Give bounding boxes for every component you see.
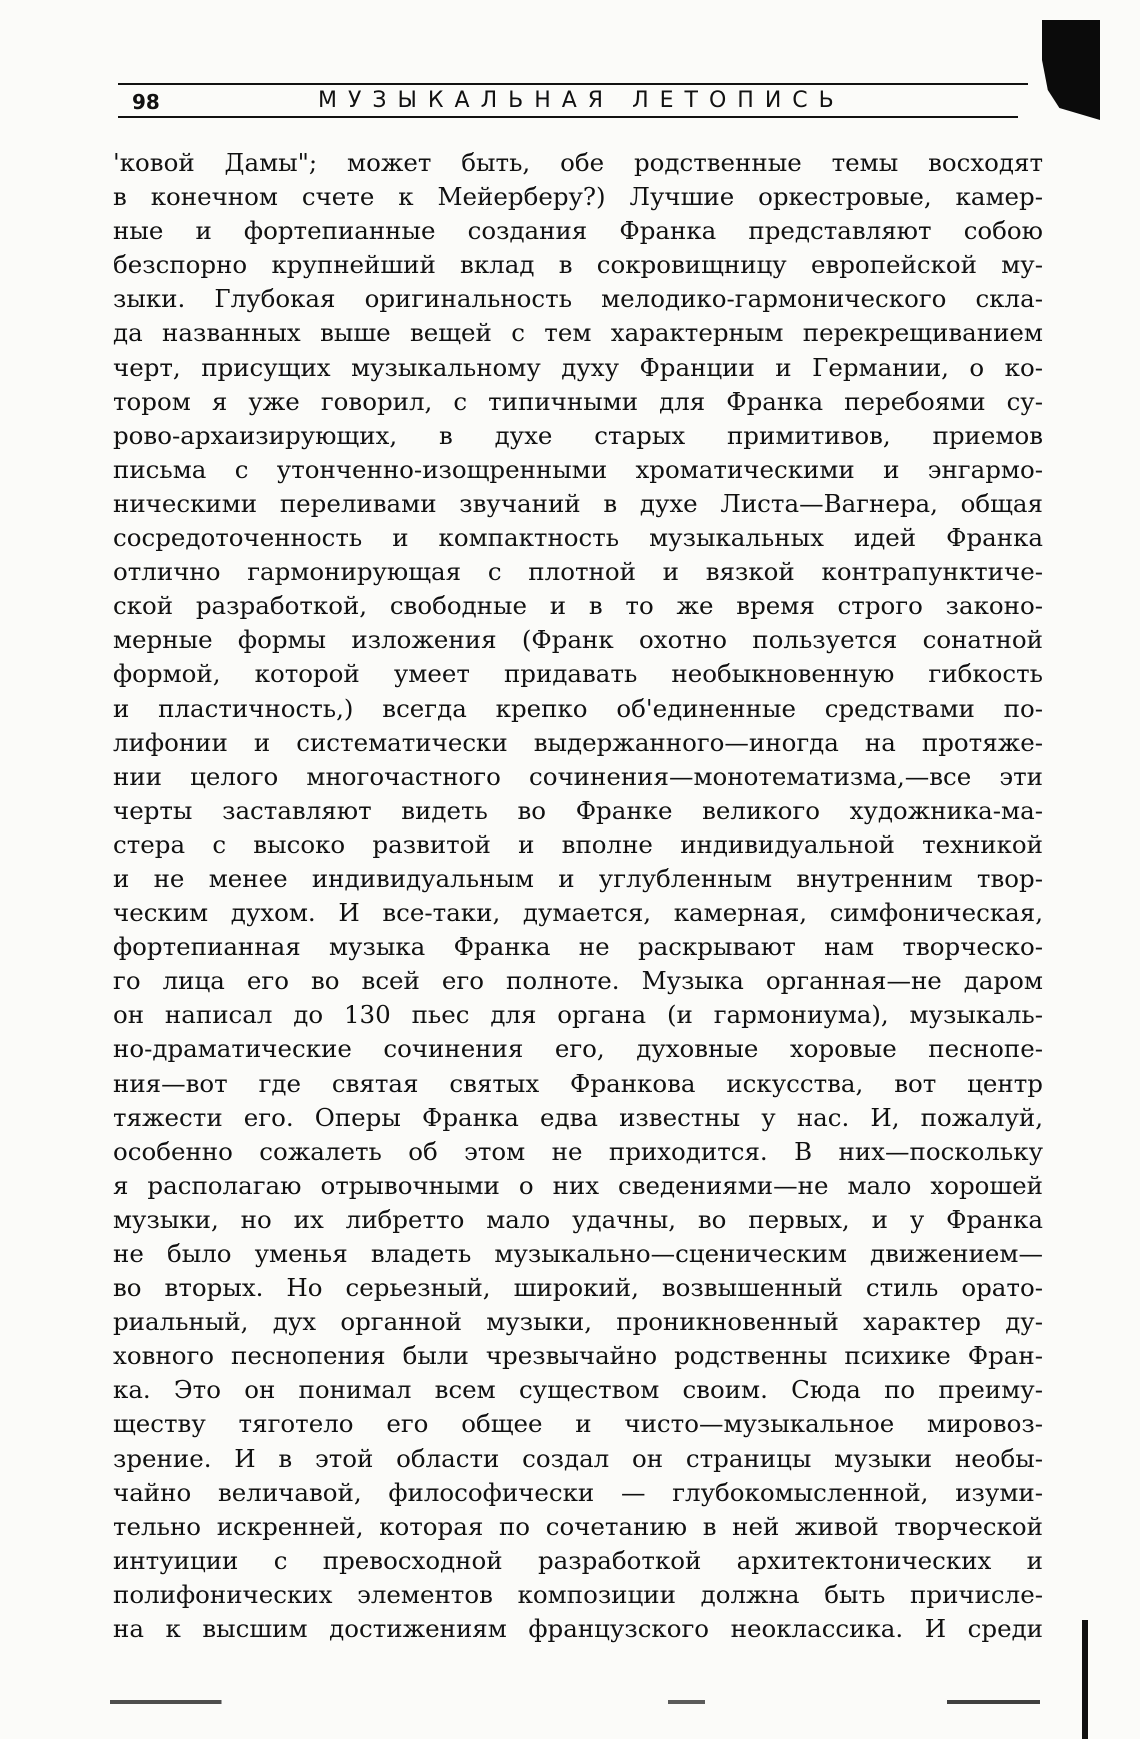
- text-line: тяжести его. Оперы Франка едва известны у нас. И, пожалуй,: [113, 1102, 1043, 1132]
- text-line: он написал до 130 пьес для органа (и гармониума), музыкаль-: [113, 1000, 1043, 1030]
- running-header: [118, 86, 1018, 118]
- text-line: ховного песнопения были чрезвычайно родственны психике Фран-: [113, 1341, 1043, 1371]
- text-line: го лица его во всей его полноте. Музыка органная—не даром: [113, 966, 1043, 996]
- text-line: лифонии и систематически выдержанного—иногда на протяже-: [113, 727, 1043, 757]
- text-line: интуиции с превосходной разработкой архитектонических и: [113, 1545, 1043, 1575]
- text-line: но-драматические сочинения его, духовные хоровые песнопе-: [113, 1034, 1043, 1064]
- text-line: черт, присущих музыкальному духу Франции и Германии, о ко-: [113, 352, 1043, 382]
- text-line: ния—вот где святая святых Франкова искусства, вот центр: [113, 1068, 1043, 1098]
- text-line: 'ковой Дамы"; может быть, обе родственные темы восходят: [113, 148, 1043, 177]
- text-line: отлично гармонирующая с плотной и вязкой контрапунктиче-: [113, 557, 1043, 587]
- text-line: ные и фортепианные создания Франка представляют собою: [113, 216, 1043, 246]
- text-line: ка. Это он понимал всем существом своим. Сюда по преиму-: [113, 1375, 1043, 1405]
- text-line: ществу тяготело его общее и чисто—музыкальное мировоз-: [113, 1409, 1043, 1439]
- text-line: письма с утонченно-изощренными хроматическими и энгармо-: [113, 454, 1043, 484]
- running-title: МУЗЫКАЛЬНАЯ ЛЕТОПИСЬ: [318, 88, 845, 113]
- text-line: да названных выше вещей с тем характерным перекрещиванием: [113, 318, 1043, 348]
- text-line: тельно искренней, которая по сочетанию в ней живой творческой: [113, 1511, 1043, 1541]
- text-line: полифонических элементов композиции должна быть причисле-: [113, 1579, 1043, 1609]
- text-line: не было уменья владеть музыкально—сценическим движением—: [113, 1239, 1043, 1268]
- scan-artifact-edge: [1082, 1620, 1088, 1739]
- text-line: рово-архаизирующих, в духе старых примитивов, приемов: [113, 420, 1043, 450]
- text-line: нии целого многочастного сочинения—монотематизма,—все эти: [113, 761, 1043, 791]
- text-line: зрение. И в этой области создал он страницы музыки необы-: [113, 1443, 1043, 1473]
- text-line: сосредоточенность и компактность музыкальных идей Франка: [113, 523, 1043, 553]
- text-line: стера с высоко развитой и вполне индивидуальной техникой: [113, 829, 1043, 859]
- scan-artifact-corner: [1042, 20, 1100, 120]
- text-line: ческим духом. И все-таки, думается, камерная, симфоническая,: [113, 898, 1043, 928]
- text-line: я располагаю отрывочными о них сведениями—не мало хорошей: [113, 1170, 1043, 1200]
- scan-artifact-bottom: [110, 1700, 1040, 1704]
- header-rule: [118, 83, 1028, 85]
- text-line: музыки, но их либретто мало удачны, во первых, и у Франка: [113, 1204, 1043, 1234]
- text-line: ской разработкой, свободные и в то же время строго законо-: [113, 591, 1043, 621]
- text-line: особенно сожалеть об этом не приходится. В них—поскольку: [113, 1136, 1043, 1166]
- text-line: фортепианная музыка Франка не раскрывают нам творческо-: [113, 932, 1043, 962]
- text-line: чайно величавой, философически — глубокомысленной, изуми-: [113, 1477, 1043, 1507]
- text-line: в конечном счете к Мейерберу?) Лучшие оркестровые, камер-: [113, 182, 1043, 212]
- body-text: [113, 146, 1043, 1646]
- text-line: черты заставляют видеть во Франке великого художника-ма-: [113, 795, 1043, 825]
- text-line: ническими переливами звучаний в духе Листа—Вагнера, общая: [113, 488, 1043, 518]
- text-line: во вторых. Но серьезный, широкий, возвышенный стиль орато-: [113, 1273, 1043, 1303]
- page-number: 98: [132, 90, 160, 114]
- text-line: и не менее индивидуальным и углубленным внутренним твор-: [113, 863, 1043, 893]
- text-line: зыки. Глубокая оригинальность мелодико-гармонического скла-: [113, 284, 1043, 314]
- text-line: безспорно крупнейший вклад в сокровищницу европейской му-: [113, 250, 1043, 280]
- text-line: риальный, дух органной музыки, проникновенный характер ду-: [113, 1307, 1043, 1337]
- text-line: мерные формы изложения (Франк охотно пользуется сонатной: [113, 625, 1043, 655]
- text-line: тором я уже говорил, с типичными для Франка перебоями су-: [113, 386, 1043, 416]
- text-line: формой, которой умеет придавать необыкновенную гибкость: [113, 659, 1043, 689]
- text-line: и пластичность,) всегда крепко об'единенные средствами по-: [113, 693, 1043, 723]
- text-line: на к высшим достижениям французского неоклассика. И среди: [113, 1614, 1043, 1644]
